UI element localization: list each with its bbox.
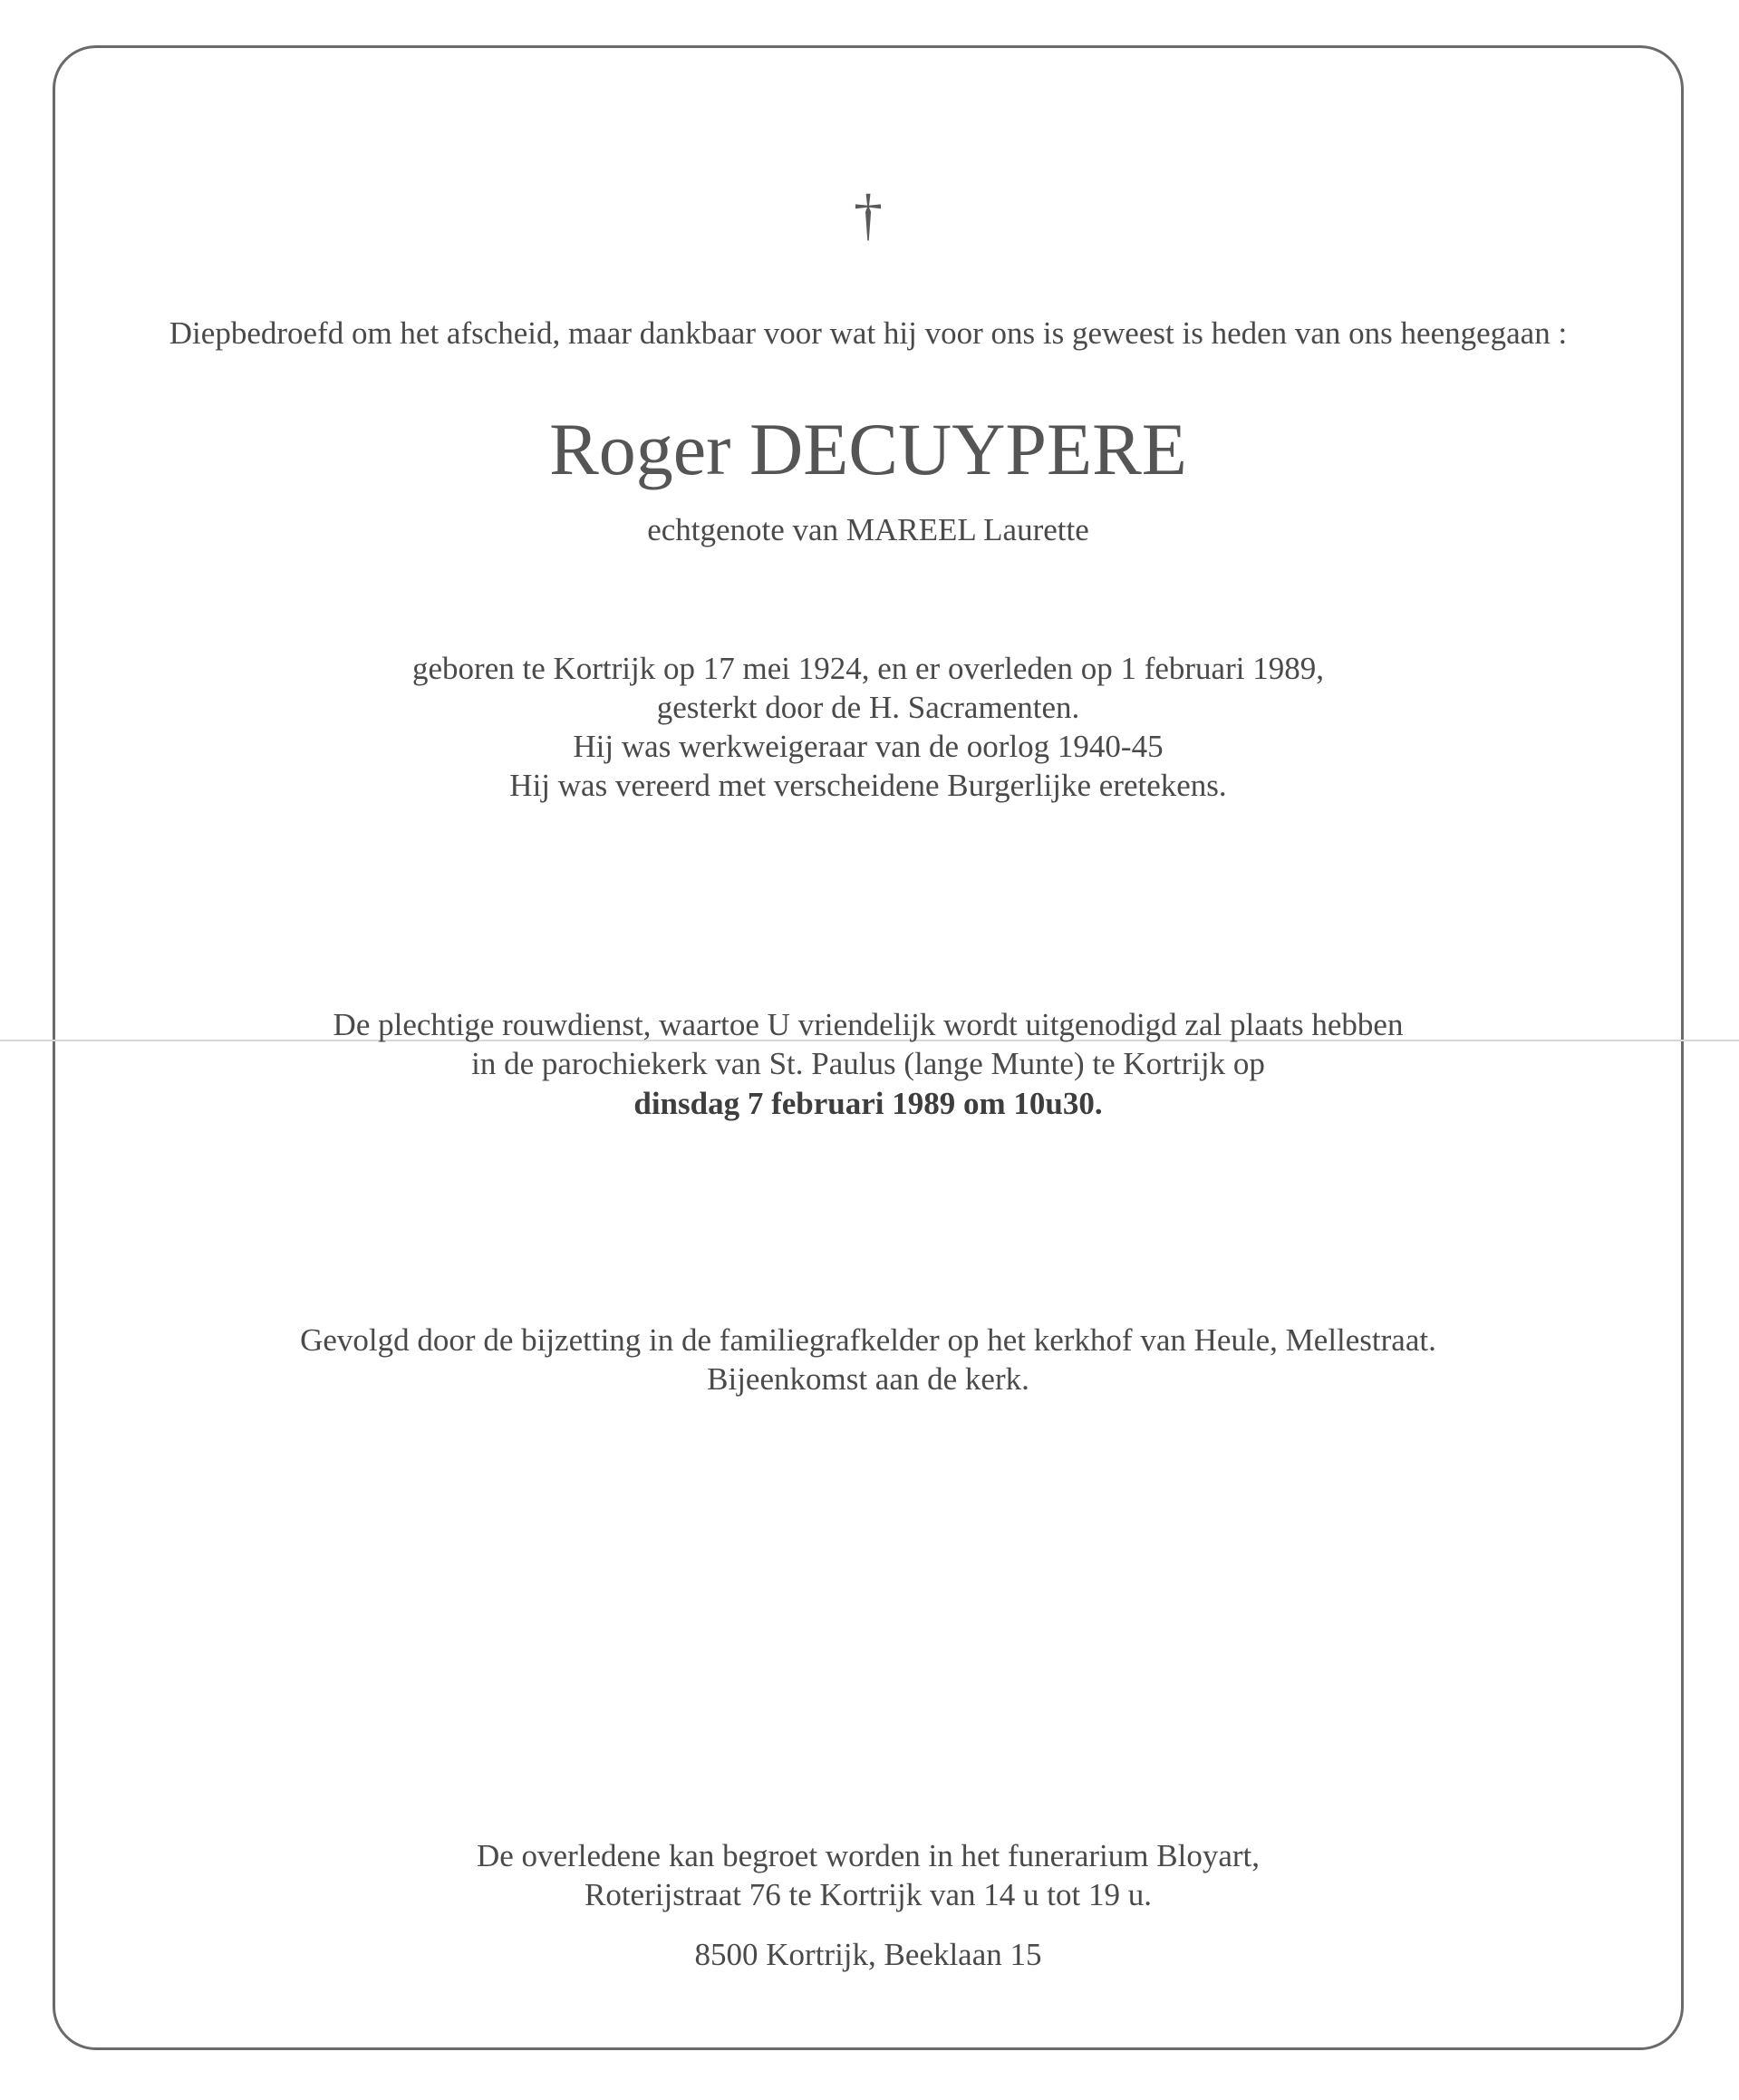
family-address: 8500 Kortrijk, Beeklaan 15 [694,1937,1042,1972]
cross-symbol: † [854,182,883,247]
spouse-line: echtgenote van MAREEL Laurette [647,512,1089,547]
service-line: in de parochiekerk van St. Paulus (lange Munte) te Kortrijk op [471,1046,1265,1081]
bio-line: Hij was vereerd met verscheidene Burgerlijke eretekens. [509,768,1227,803]
bio-line: gesterkt door de H. Sacramenten. [656,690,1080,725]
deceased-name: Roger DECUYPERE [549,408,1187,490]
bio-line: geboren te Kortrijk op 17 mei 1924, en er overleden op 1 februari 1989, [412,651,1324,686]
intro-text: Diepbedroefd om het afscheid, maar dankbaar voor wat hij voor ons is geweest is heden van ons heengegaan : [169,315,1568,351]
bio-line: Hij was werkweigeraar van de oorlog 1940-45 [573,729,1164,764]
service-datetime: dinsdag 7 februari 1989 om 10u30. [633,1086,1103,1121]
burial-line: Bijeenkomst aan de kerk. [707,1361,1029,1397]
service-line: De plechtige rouwdienst, waartoe U vriendelijk wordt uitgenodigd zal plaats hebben [333,1007,1404,1042]
funerarium-line: Roterijstraat 76 te Kortrijk van 14 u tot 19 u. [584,1877,1152,1912]
burial-line: Gevolgd door de bijzetting in de familiegrafkelder op het kerkhof van Heule, Mellestraat. [300,1322,1436,1358]
funerarium-line: De overledene kan begroet worden in het funerarium Bloyart, [477,1838,1260,1873]
